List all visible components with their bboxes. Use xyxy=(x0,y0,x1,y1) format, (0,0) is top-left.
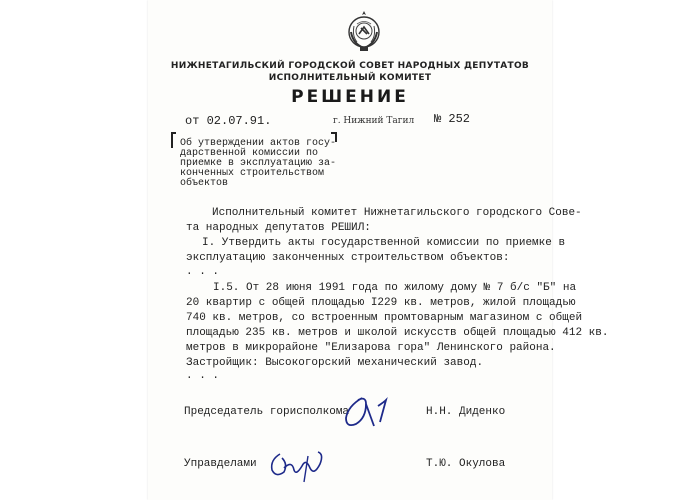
subject-bracket-left xyxy=(171,132,176,148)
body-ellipsis: . . . xyxy=(186,370,220,382)
body-line: площадью 235 кв. метров и школой искусств общей площадью 412 кв. xyxy=(186,327,609,339)
body-line: I.5. От 28 июня 1991 года по жилому дому № 7 б/с "Б" на xyxy=(213,282,577,294)
subject-line: дарственной комиссии по xyxy=(180,148,319,159)
document-number: № 252 xyxy=(434,112,471,126)
body-line: эксплуатацию законченных строительством объектов: xyxy=(186,252,510,264)
body-line: та народных депутатов РЕШИЛ: xyxy=(186,222,371,234)
body-line: Исполнительный комитет Нижнетагильского городского Сове- xyxy=(212,207,582,219)
document-date: от 02.07.91. xyxy=(185,114,272,128)
manager-label: Управделами xyxy=(184,458,257,470)
chair-label: Председатель горисполкома xyxy=(184,406,350,418)
chair-signature xyxy=(340,392,400,436)
subject-line: Об утверждении актов госу- xyxy=(180,138,337,149)
subject-line: объектов xyxy=(180,178,229,189)
body-line: Застройщик: Высокогорский механический завод. xyxy=(186,357,484,369)
chair-name: Н.Н. Диденко xyxy=(426,406,506,418)
body-line: I. Утвердить акты государственной комиссии по приемке в xyxy=(202,237,566,249)
manager-signature xyxy=(264,446,334,486)
manager-name: Т.Ю. Окулова xyxy=(426,458,506,470)
document-city: г. Нижний Тагил xyxy=(333,116,415,126)
org-name-line2: ИСПОЛНИТЕЛЬНЫЙ КОМИТЕТ xyxy=(268,73,432,83)
state-emblem-icon xyxy=(345,10,383,54)
body-line: 20 квартир с общей площадью I229 кв. метров, жилой площадью xyxy=(186,297,576,309)
document-title: РЕШЕНИЕ xyxy=(291,87,409,107)
body-line: метров в микрорайоне "Елизарова гора" Ленинского района. xyxy=(186,342,556,354)
subject-block xyxy=(180,139,336,189)
subject-line: приемке в эксплуатацию за- xyxy=(180,158,337,169)
subject-line: конченных строительством xyxy=(180,168,325,179)
body-ellipsis: . . . xyxy=(186,266,220,278)
body-line: 740 кв. метров, со встроенным промтоварным магазином с общей xyxy=(186,312,583,324)
org-name-line1: НИЖНЕТАГИЛЬСКИЙ ГОРОДСКОЙ СОВЕТ НАРОДНЫХ ДЕПУТАТОВ xyxy=(170,61,530,71)
